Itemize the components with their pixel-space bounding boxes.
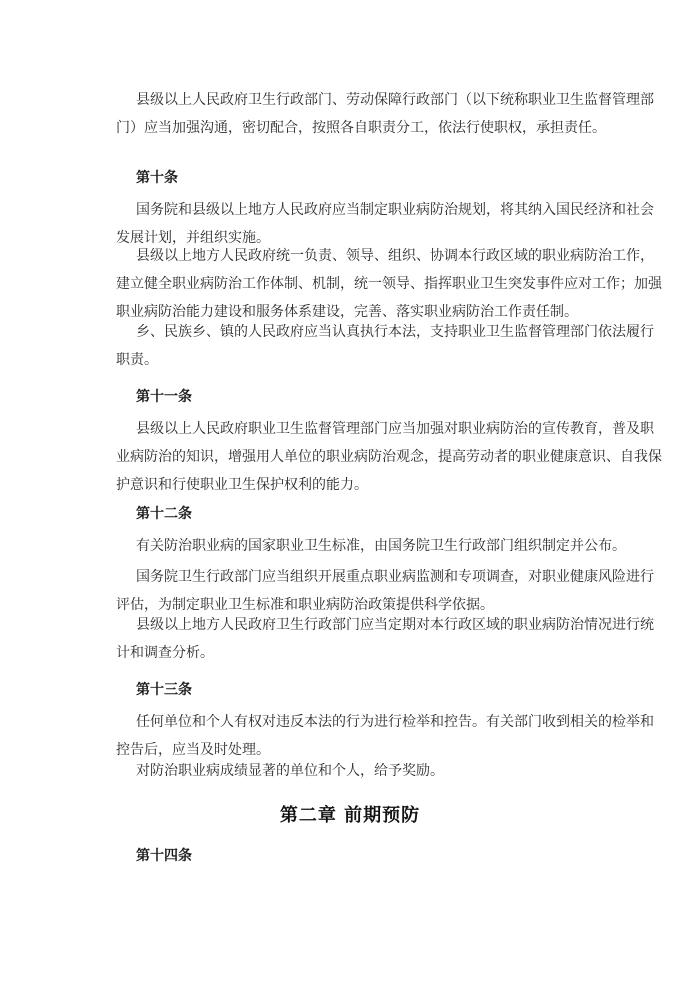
chapter-title: 第二章 前期预防 bbox=[279, 805, 421, 826]
paragraph bbox=[116, 242, 662, 326]
paragraph-line: 业病防治的知识，增强用人单位的职业病防治观念，提高劳动者的职业健康意识、自我保 bbox=[116, 449, 662, 465]
paragraph-line: 国务院和县级以上地方人民政府应当制定职业病防治规划，将其纳入国民经济和社会 bbox=[136, 202, 654, 218]
paragraph bbox=[116, 611, 654, 667]
paragraph bbox=[116, 318, 654, 374]
paragraph-line: 控告后，应当及时处理。 bbox=[116, 742, 270, 758]
paragraph-line: 计和调查分析。 bbox=[116, 645, 214, 661]
paragraph-line: 建立健全职业病防治工作体制、机制，统一领导、指挥职业卫生突发事件应对工作；加强 bbox=[116, 276, 662, 292]
paragraph bbox=[116, 532, 626, 560]
article-heading: 第十二条 bbox=[136, 506, 192, 522]
article-heading: 第十条 bbox=[136, 170, 178, 186]
paragraph-line: 县级以上人民政府卫生行政部门、劳动保障行政部门（以下统称职业卫生监督管理部 bbox=[136, 92, 654, 108]
paragraph-line: 县级以上人民政府职业卫生监督管理部门应当加强对职业病防治的宣传教育，普及职 bbox=[136, 421, 654, 437]
paragraph-line: 乡、民族乡、镇的人民政府应当认真执行本法，支持职业卫生监督管理部门依法履行 bbox=[136, 324, 654, 340]
paragraph-line: 国务院卫生行政部门应当组织开展重点职业病监测和专项调查，对职业健康风险进行 bbox=[136, 569, 654, 585]
paragraph-line: 有关防治职业病的国家职业卫生标准，由国务院卫生行政部门组织制定并公布。 bbox=[136, 538, 626, 554]
paragraph-line: 县级以上地方人民政府卫生行政部门应当定期对本行政区域的职业病防治情况进行统 bbox=[136, 617, 654, 633]
paragraph bbox=[116, 757, 596, 785]
paragraph-line: 任何单位和个人有权对违反本法的行为进行检举和控告。有关部门收到相关的检举和 bbox=[136, 714, 654, 730]
article-heading: 第十三条 bbox=[136, 682, 192, 698]
paragraph-line: 县级以上地方人民政府统一负责、领导、组织、协调本行政区域的职业病防治工作， bbox=[136, 248, 654, 264]
paragraph bbox=[116, 415, 662, 499]
paragraph-line: 护意识和行使职业卫生保护权利的能力。 bbox=[116, 477, 368, 493]
paragraph-line: 职责。 bbox=[116, 352, 158, 368]
paragraph-line: 对防治职业病成绩显著的单位和个人，给予奖励。 bbox=[136, 763, 444, 779]
paragraph-line: 发展计划，并组织实施。 bbox=[116, 230, 270, 246]
paragraph-line: 评估，为制定职业卫生标准和职业病防治政策提供科学依据。 bbox=[116, 597, 494, 613]
paragraph bbox=[116, 86, 654, 142]
paragraph-line: 职业病防治能力建设和服务体系建设，完善、落实职业病防治工作责任制。 bbox=[116, 304, 578, 320]
article-heading: 第十一条 bbox=[136, 389, 192, 405]
paragraph-line: 门）应当加强沟通，密切配合，按照各自职责分工，依法行使职权，承担责任。 bbox=[116, 120, 606, 136]
paragraph bbox=[116, 708, 654, 764]
article-heading: 第十四条 bbox=[136, 848, 192, 864]
